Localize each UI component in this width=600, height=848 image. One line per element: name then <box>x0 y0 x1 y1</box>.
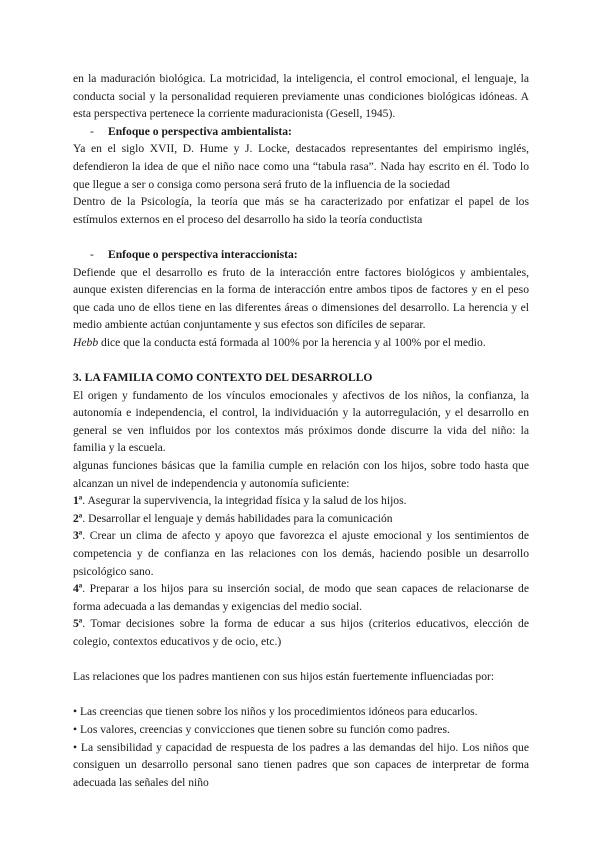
dash-bullet: - <box>90 247 94 261</box>
function-item <box>73 580 529 615</box>
interaccionista-title: Enfoque o perspectiva interaccionista: <box>108 247 298 261</box>
spacer <box>73 686 529 704</box>
function-item-text: . Crear un clima de afecto y apoyo que favorezca el ajuste emocional y los sentimientos de competencia y de confianza en las relaciones con los demás, haciendo posible un desarrollo psicológico sano. <box>73 529 529 578</box>
function-item-number: 5ª <box>73 617 83 631</box>
hebb-text: dice que la conducta está formada al 100% por la herencia y al 100% por el medio. <box>98 335 486 349</box>
intro-paragraph: en la maduración biológica. La motricidad, la inteligencia, el control emocional, el lenguaje, la conducta social y la personalidad requieren previamente unas condiciones biológicas idóneas. A esta perspectiva pertenece la corriente maduracionista (Gesell, 1945). <box>73 72 529 121</box>
section-3-paragraph-1: El origen y fundamento de los vínculos emocionales y afectivos de los niños, la confianza, la autonomía e independencia, el control, la individuación y la autorregulación, y el desarrollo en general se ven influidos por los contextos más próximos donde discurre la vida del niño: la familia y la escuela. <box>73 388 529 455</box>
function-item-text: . Asegurar la supervivencia, la integridad física y la salud de los hijos. <box>82 494 407 508</box>
bullet-item: • Los valores, creencias y convicciones que tienen sobre su función como padres. <box>73 722 450 736</box>
function-item <box>73 492 529 510</box>
function-item-text: . Tomar decisiones sobre la forma de educar a sus hijos (criterios educativos, elección de colegio, contextos educativos y de ocio, etc.) <box>73 617 529 648</box>
interaccionista-paragraph: Defiende que el desarrollo es fruto de la interacción entre factores biológicos y ambientales, aunque existen diferencias en la forma de interacción entre ambos tipos de factores y en el peso que cada uno de ellos tiene en las diferentes áreas o dimensiones del desarrollo. La herencia y el medio ambiente actúan conjuntamente y sus efectos son difíciles de separar. <box>73 265 529 332</box>
spacer <box>73 352 529 370</box>
function-item <box>73 527 529 580</box>
hebb-paragraph <box>73 334 529 352</box>
ambientalista-paragraph-1: Ya en el siglo XVII, D. Hume y J. Locke, destacados representantes del empirismo inglés, defendieron la idea de que el niño nace como una “tabula rasa”. Nada hay escrito en él. Todo lo que llegue a ser o consiga como persona será fruto de la influencia de la sociedad <box>73 142 529 191</box>
page-content <box>73 70 529 791</box>
ambientalista-heading <box>73 123 529 141</box>
hebb-name: Hebb <box>73 335 99 349</box>
function-item-text: . Desarrollar el lenguaje y demás habilidades para la comunicación <box>82 511 393 525</box>
dash-bullet: - <box>90 124 94 138</box>
function-item-number: 3ª <box>73 529 83 543</box>
ambientalista-title: Enfoque o perspectiva ambientalista: <box>108 124 292 138</box>
function-item-text: . Preparar a los hijos para su inserción social, de modo que sean capaces de relacionarse de forma adecuada a las demandas y exigencias del medio social. <box>73 582 529 613</box>
section-3-paragraph-2: algunas funciones básicas que la familia cumple en relación con los hijos, sobre todo hasta que alcanzan un nivel de independencia y autonomía suficiente: <box>73 459 529 490</box>
relations-intro: Las relaciones que los padres mantienen con sus hijos están fuertemente influenciadas por: <box>73 670 495 684</box>
spacer <box>73 651 529 669</box>
interaccionista-heading <box>73 246 529 264</box>
function-item-number: 4ª <box>73 582 83 596</box>
function-item-number: 1ª <box>73 494 83 508</box>
bullet-item: • Las creencias que tienen sobre los niños y los procedimientos idóneos para educarlos. <box>73 705 478 719</box>
function-item <box>73 615 529 650</box>
spacer <box>73 228 529 246</box>
function-item-number: 2ª <box>73 511 83 525</box>
function-item <box>73 510 529 528</box>
ambientalista-paragraph-2: Dentro de la Psicología, la teoría que más se ha caracterizado por enfatizar el papel de los estímulos externos en el proceso del desarrollo ha sido la teoría conductista <box>73 195 529 226</box>
section-3-title: 3. LA FAMILIA COMO CONTEXTO DEL DESARROLLO <box>73 371 373 385</box>
bullet-item: • La sensibilidad y capacidad de respuesta de los padres a las demandas del hijo. Los niños que consiguen un desarrollo personal sano tienen padres que son capaces de interpretar de forma adecuada las señales del niño <box>73 740 529 789</box>
